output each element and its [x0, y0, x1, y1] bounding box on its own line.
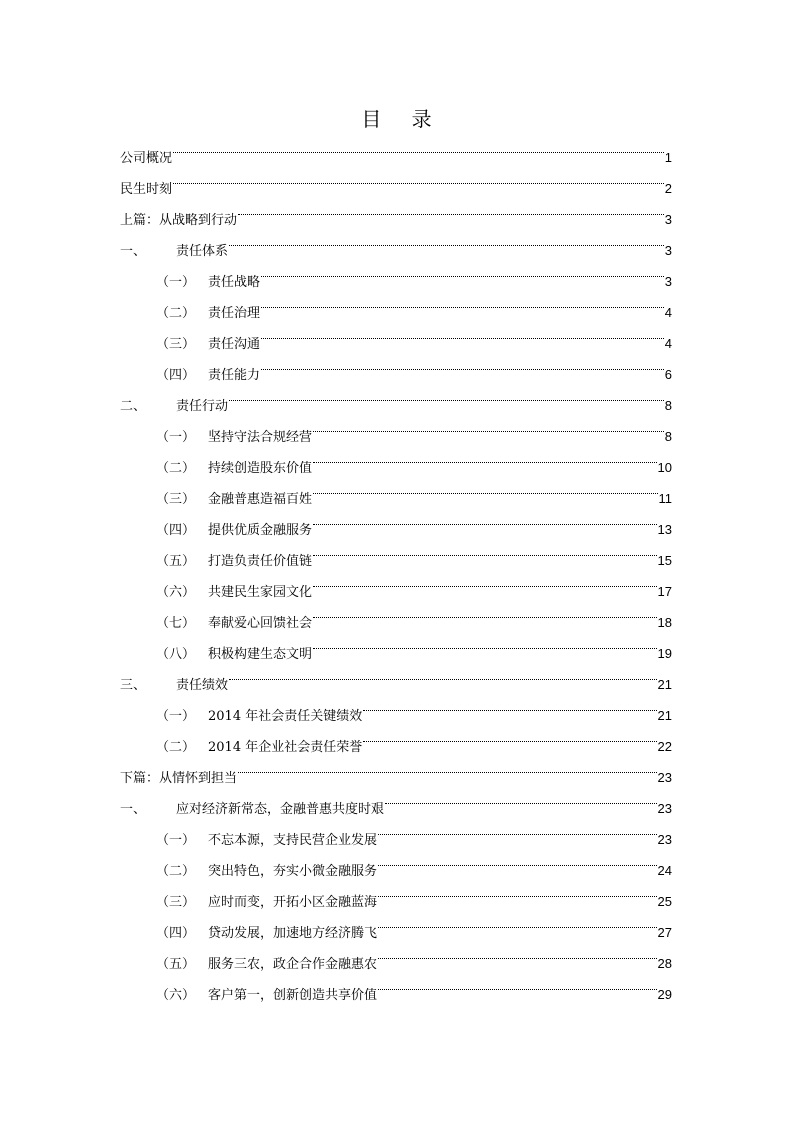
toc-entry-label: 共建民生家园文化: [208, 585, 313, 600]
toc-dot-leader: [229, 245, 664, 246]
toc-entry[interactable]: [120, 297, 672, 328]
toc-entry-number: （六）: [156, 988, 196, 1003]
toc-dot-leader: [313, 555, 657, 556]
toc-title: 目 录: [361, 107, 444, 131]
toc-entry-page: 23: [657, 801, 672, 816]
toc-entry-page: 1: [664, 150, 672, 165]
toc-entry-number: 三、: [120, 678, 147, 693]
toc-entry-page: 3: [664, 212, 672, 227]
toc-entry-page: 4: [664, 305, 672, 320]
toc-entry[interactable]: [120, 173, 672, 204]
toc-entry-number: （二）: [156, 306, 196, 321]
toc-dot-leader: [385, 803, 657, 804]
toc-entry[interactable]: [120, 700, 672, 731]
toc-entry-number: （三）: [156, 337, 196, 352]
toc-entry-label: 贷动发展，加速地方经济腾飞: [208, 926, 378, 941]
toc-dot-leader: [313, 648, 657, 649]
toc-entry-number: （三）: [156, 492, 196, 507]
toc-entry-page: 17: [657, 584, 672, 599]
toc-entry-page: 15: [657, 553, 672, 568]
toc-dot-leader: [378, 958, 657, 959]
toc-entry-number: （五）: [156, 957, 196, 972]
toc-entry-label: 责任沟通: [208, 337, 261, 352]
toc-entry-label: 金融普惠造福百姓: [208, 492, 313, 507]
toc-entry-page: 3: [664, 243, 672, 258]
toc-entry[interactable]: [120, 886, 672, 917]
toc-entry[interactable]: [120, 266, 672, 297]
toc-entry-label: 持续创造股东价值: [208, 461, 313, 476]
toc-entry-page: 8: [664, 398, 672, 413]
toc-dot-leader: [229, 679, 657, 680]
toc-entry-label: 坚持守法合规经营: [208, 430, 313, 445]
toc-dot-leader: [363, 741, 656, 742]
toc-dot-leader: [229, 400, 664, 401]
toc-entry-label: 奉献爱心回馈社会: [208, 616, 313, 631]
toc-entry-number: （八）: [156, 647, 196, 662]
toc-entry[interactable]: [120, 669, 672, 700]
toc-dot-leader: [313, 617, 657, 618]
toc-dot-leader: [313, 524, 657, 525]
toc-entry-label: 客户第一，创新创造共享价值: [208, 988, 378, 1003]
toc-entry-label: 应对经济新常态，金融普惠共度时艰: [176, 802, 385, 817]
toc-entry-number: （七）: [156, 616, 196, 631]
toc-entry-number: （一）: [156, 430, 196, 445]
toc-entry-page: 25: [657, 894, 672, 909]
toc-entry-number: （二）: [156, 740, 196, 755]
toc-entry[interactable]: [120, 452, 672, 483]
toc-entry-label: 公司概况: [120, 151, 173, 166]
toc-entry-label: 服务三农，政企合作金融惠农: [208, 957, 378, 972]
toc-dot-leader: [313, 586, 657, 587]
toc-dot-leader: [261, 276, 664, 277]
toc-entry[interactable]: [120, 514, 672, 545]
toc-dot-leader: [313, 462, 657, 463]
toc-entry-page: 11: [658, 491, 672, 506]
toc-entry[interactable]: [120, 855, 672, 886]
toc-entry-page: 13: [657, 522, 672, 537]
toc-entry[interactable]: [120, 762, 672, 793]
toc-entry[interactable]: [120, 576, 672, 607]
toc-dot-leader: [378, 865, 657, 866]
toc-entry-number: （四）: [156, 368, 196, 383]
toc-entry[interactable]: [120, 328, 672, 359]
toc-dot-leader: [173, 152, 664, 153]
toc-entry-number: （四）: [156, 926, 196, 941]
toc-dot-leader: [313, 431, 664, 432]
toc-entry-number: 一、: [120, 802, 147, 817]
toc-entry-page: 21: [657, 677, 672, 692]
toc-entry-page: 24: [657, 863, 672, 878]
toc-entry[interactable]: [120, 421, 672, 452]
toc-entry[interactable]: [120, 204, 672, 235]
toc-entry-number: （四）: [156, 523, 196, 538]
toc-entry-label: 提供优质金融服务: [208, 523, 313, 538]
toc-entry[interactable]: [120, 545, 672, 576]
toc-entry-page: 28: [657, 956, 672, 971]
toc-entry-number: （一）: [156, 833, 196, 848]
toc-entry-label: 2014 年社会责任关键绩效: [208, 709, 363, 724]
toc-entry[interactable]: [120, 979, 672, 1010]
toc-entry[interactable]: [120, 483, 672, 514]
toc-entry[interactable]: [120, 235, 672, 266]
toc-entry-page: 22: [657, 739, 672, 754]
toc-entry-label: 应时而变，开拓小区金融蓝海: [208, 895, 378, 910]
toc-dot-leader: [261, 338, 664, 339]
toc-entry-page: 6: [664, 367, 672, 382]
toc-entry-page: 3: [664, 274, 672, 289]
toc-entry[interactable]: [120, 793, 672, 824]
toc-entry[interactable]: [120, 824, 672, 855]
toc-entry-page: 4: [664, 336, 672, 351]
toc-entry-page: 18: [657, 615, 672, 630]
toc-dot-leader: [378, 834, 657, 835]
toc-entry-number: （二）: [156, 461, 196, 476]
toc-entry-number: 二、: [120, 399, 147, 414]
toc-entry-label: 责任行动: [176, 399, 229, 414]
toc-entry-label: 2014 年企业社会责任荣誉: [208, 740, 363, 755]
toc-entry-label: 责任治理: [208, 306, 261, 321]
toc-entry-page: 29: [657, 987, 672, 1002]
toc-entry-page: 27: [657, 925, 672, 940]
toc-entry[interactable]: [120, 917, 672, 948]
toc-dot-leader: [378, 989, 657, 990]
toc-entry-number: 一、: [120, 244, 147, 259]
toc-entry-page: 23: [657, 770, 672, 785]
toc-entry-label: 突出特色，夯实小微金融服务: [208, 864, 378, 879]
toc-entry[interactable]: [120, 607, 672, 638]
toc-entry-label: 民生时刻: [120, 182, 173, 197]
toc-entry-number: （一）: [156, 709, 196, 724]
toc-entry[interactable]: [120, 948, 672, 979]
toc-dot-leader: [363, 710, 656, 711]
toc-entry[interactable]: [120, 731, 672, 762]
toc-dot-leader: [378, 896, 657, 897]
toc-entry-label: 责任体系: [176, 244, 229, 259]
toc-entry-label: 责任战略: [208, 275, 261, 290]
toc-entry-label: 不忘本源，支持民营企业发展: [208, 833, 378, 848]
toc-entry-number: （二）: [156, 864, 196, 879]
toc-dot-leader: [173, 183, 664, 184]
toc-dot-leader: [261, 369, 664, 370]
toc-entry[interactable]: [120, 142, 672, 173]
toc-entry[interactable]: [120, 390, 672, 421]
toc-dot-leader: [261, 307, 664, 308]
toc-entry-label: 打造负责任价值链: [208, 554, 313, 569]
toc-entry-number: （三）: [156, 895, 196, 910]
toc-entry-label: 上篇：从战略到行动: [120, 213, 238, 228]
table-of-contents: [120, 142, 672, 1010]
toc-dot-leader: [313, 493, 657, 494]
toc-entry-page: 2: [664, 181, 672, 196]
toc-entry-number: （一）: [156, 275, 196, 290]
toc-entry-number: （五）: [156, 554, 196, 569]
toc-dot-leader: [378, 927, 657, 928]
toc-entry-label: 积极构建生态文明: [208, 647, 313, 662]
toc-entry-label: 责任绩效: [176, 678, 229, 693]
toc-entry-page: 8: [664, 429, 672, 444]
toc-entry-page: 21: [657, 708, 672, 723]
toc-entry-page: 23: [657, 832, 672, 847]
toc-entry-label: 责任能力: [208, 368, 261, 383]
toc-dot-leader: [238, 214, 664, 215]
toc-entry-number: （六）: [156, 585, 196, 600]
toc-dot-leader: [238, 772, 657, 773]
toc-entry-page: 19: [657, 646, 672, 661]
toc-entry[interactable]: [120, 359, 672, 390]
toc-entry-label: 下篇：从情怀到担当: [120, 771, 238, 786]
toc-entry-page: 10: [657, 460, 672, 475]
toc-entry[interactable]: [120, 638, 672, 669]
